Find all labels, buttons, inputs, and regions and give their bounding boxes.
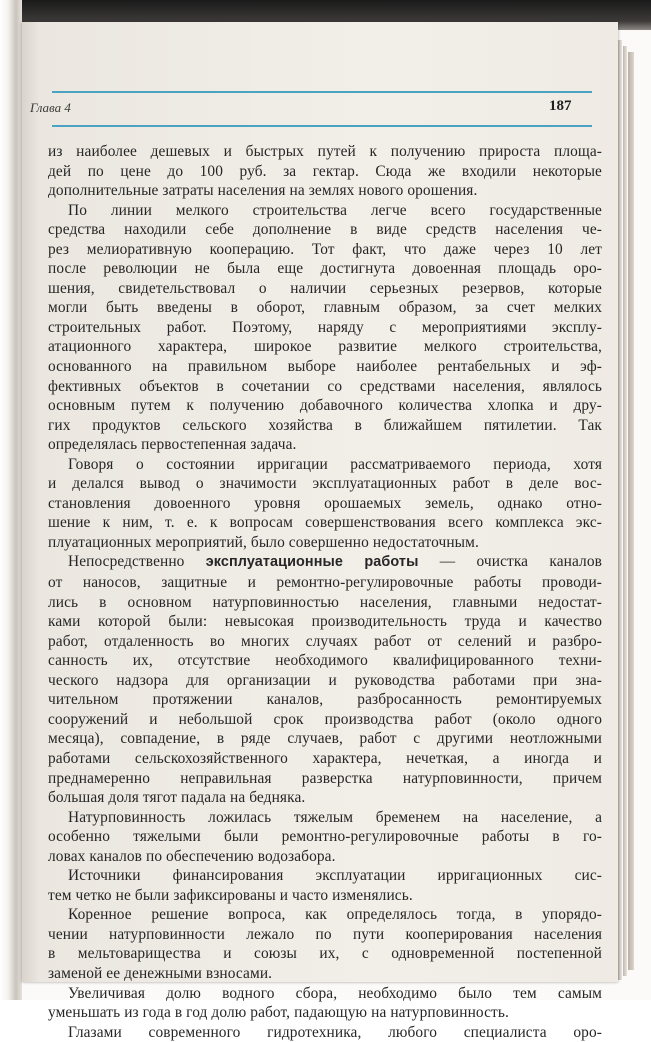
text-line: плуатационных мероприятий, было совершенно недостаточным. bbox=[48, 533, 479, 551]
text-line: По линии мелкого строительства легче всего государственные bbox=[68, 201, 602, 219]
text-line: основанного на правильном выборе наиболее рентабельных и эф- bbox=[48, 358, 602, 376]
book-gutter bbox=[0, 0, 22, 1000]
text-fragment: очистка каналов bbox=[476, 553, 602, 571]
text-line: шения, свидетельствовал о наличии серьезных резервов, которые bbox=[48, 279, 602, 297]
text-fragment: Непосредственно bbox=[68, 553, 206, 571]
text-line: сооружений и небольшой срок производства работ (около одного bbox=[48, 710, 602, 728]
text-line: дей по цене до 100 руб. за гектар. Сюда же входили некоторые bbox=[48, 162, 602, 180]
page-edge bbox=[618, 40, 622, 980]
text-line: определялась первостепенная задача. bbox=[48, 436, 297, 454]
running-head: Глава 4 bbox=[30, 100, 71, 115]
text-line: и делался вывод о значимости эксплуатационных работ в деле вос- bbox=[48, 475, 602, 493]
text-line: особенно тяжелыми были ремонтно-регулировочные работы в го- bbox=[48, 828, 602, 846]
text-line: чении натурповинности лежало по пути кооперирования населения bbox=[48, 925, 602, 943]
text-line: из наиболее дешевых и быстрых путей к получению прироста площа- bbox=[48, 143, 602, 160]
text-line: заменой ее денежными взносами. bbox=[48, 964, 273, 982]
text-line: преднамеренно неправильная разверстка натурповинности, причем bbox=[48, 769, 602, 787]
text-line: санность их, отсутствие необходимого квалифицированного техни- bbox=[48, 652, 602, 670]
text-line: фективных объектов в сочетании со средствами населения, являлось bbox=[48, 377, 602, 395]
text-line: могли быть введены в оборот, главным образом, за счет мелких bbox=[48, 299, 602, 317]
emphasized-term: эксплуатационные работы bbox=[205, 554, 419, 571]
text-line: большая доля тягот падала на бедняка. bbox=[48, 789, 306, 807]
text-line: гих продуктов сельского хозяйства в ближайшем пятилетии. Так bbox=[48, 416, 602, 434]
text-line: ческого надзора для организации и руководства работами при зна- bbox=[48, 671, 602, 689]
text-line: уменьшать из года в год долю работ, падающую на натурповинность. bbox=[48, 1004, 509, 1022]
text-line: Коренное решение вопроса, как определялось тогда, в упорядо- bbox=[68, 906, 602, 924]
text-line: ками которой были: невысокая производительность труда и качество bbox=[48, 613, 602, 631]
text-line: средства находили себе дополнение в виде средств населения че- bbox=[48, 221, 602, 239]
text-line: Говоря о состоянии ирригации рассматриваемого периода, хотя bbox=[68, 455, 602, 473]
text-line: после революции не была еще достигнута довоенная площадь оро- bbox=[48, 260, 602, 278]
text-line: рез мелиоративную кооперацию. Тот факт, что даже через 10 лет bbox=[48, 240, 602, 258]
book-page bbox=[22, 22, 618, 1041]
text-line: тем четко не были зафиксированы и часто изменялись. bbox=[48, 886, 413, 904]
text-line-emphasis bbox=[48, 552, 602, 573]
text-line: строительных работ. Поэтому, наряду с мероприятиями эксплу- bbox=[48, 318, 602, 336]
text-fragment: — bbox=[418, 553, 477, 571]
text-line: месяца), совпадение, в ряде случаев, работ с другими неотложными bbox=[48, 730, 602, 748]
page-number: 187 bbox=[549, 98, 572, 114]
text-line: становления довоенного уровня орошаемых земель, однако отно- bbox=[48, 494, 602, 512]
text-line: чительном протяжении каналов, разбросанность ремонтируемых bbox=[48, 691, 602, 709]
text-line: шение к ним, т. е. к вопросам совершенствования всего комплекса экс- bbox=[48, 514, 602, 532]
text-line: Глазами современного гидротехника, любого специалиста оро- bbox=[68, 1023, 602, 1041]
text-line: в мельтовариществa и союзы их, с одновременной постепенной bbox=[48, 945, 602, 963]
text-line: дополнительные затраты населения на землях нового орошения. bbox=[48, 182, 478, 200]
text-line: ловах каналов по обеспечению водозабора. bbox=[48, 847, 336, 865]
header-rule-bottom bbox=[52, 125, 592, 127]
text-line: Источники финансирования эксплуатации ирригационных сис- bbox=[68, 867, 602, 885]
page-edge bbox=[623, 46, 627, 976]
text-line: от наносов, защитные и ремонтно-регулировочные работы проводи- bbox=[48, 574, 602, 592]
text-line: работами сельскохозяйственного характера, нечеткая, а иногда и bbox=[48, 749, 602, 767]
text-line: атационного характера, широкое развитие мелкого строительства, bbox=[48, 338, 602, 356]
text-line: работ, отдаленность во многих случаях работ от селений и разбро- bbox=[48, 632, 602, 650]
header-rule-top bbox=[52, 91, 592, 93]
text-line: Увеличивая долю водного сбора, необходимо было тем самым bbox=[68, 984, 602, 1002]
text-line: лись в основном натурповинностью населения, главными недостат- bbox=[48, 593, 602, 611]
text-line: основным путем к получению добавочного количества хлопка и дру- bbox=[48, 397, 602, 415]
text-line: Натурповинность ложилась тяжелым бременем на население, а bbox=[68, 808, 602, 826]
page-edge bbox=[628, 52, 634, 970]
body-text bbox=[48, 142, 602, 1042]
